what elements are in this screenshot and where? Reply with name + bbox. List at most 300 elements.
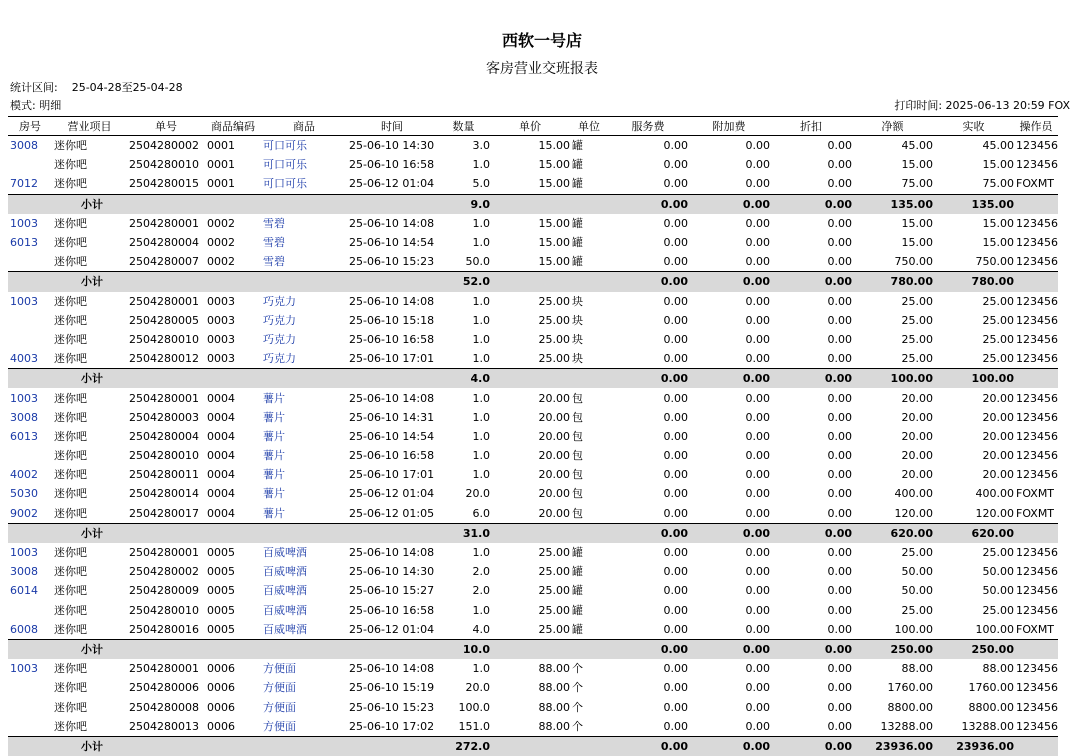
cell-op: 123456 <box>1016 662 1058 676</box>
cell-goods[interactable]: 薯片 <box>263 429 285 443</box>
table-row[interactable] <box>8 136 1058 156</box>
cell-net: 25.00 <box>901 546 933 560</box>
subtotal-paid: 100.00 <box>933 369 1014 389</box>
cell-time: 25-06-10 17:02 <box>349 719 435 733</box>
cell-paid: 45.00 <box>982 139 1014 153</box>
table-row[interactable] <box>8 717 1058 737</box>
cell-price: 88.00 <box>538 662 570 676</box>
subtotal-row[interactable] <box>8 523 1058 543</box>
cell-no: 2504280004 <box>129 236 199 250</box>
subtotal-empty <box>490 639 570 659</box>
cell-price: 20.00 <box>538 391 570 405</box>
cell-code: 0004 <box>207 468 235 482</box>
table-row[interactable] <box>8 659 1058 678</box>
cell-goods[interactable]: 方便面 <box>263 662 296 676</box>
cell-goods[interactable]: 方便面 <box>263 700 296 714</box>
cell-goods[interactable]: 巧克力 <box>263 352 296 366</box>
cell-room[interactable]: 3008 <box>10 565 38 579</box>
cell-unit: 罐 <box>572 158 583 172</box>
cell-extra: 0.00 <box>745 622 770 636</box>
cell-net: 750.00 <box>894 255 933 269</box>
subtotal-empty <box>490 369 570 389</box>
cell-op: 123456 <box>1016 719 1058 733</box>
cell-room[interactable]: 1003 <box>10 216 38 230</box>
cell-disc: 0.00 <box>827 158 852 172</box>
cell-room[interactable] <box>8 252 52 272</box>
cell-qty: 1.0 <box>472 449 490 463</box>
cell-svc: 0.00 <box>663 622 688 636</box>
table-row[interactable] <box>8 562 1058 581</box>
cell-goods[interactable]: 方便面 <box>263 719 296 733</box>
subtotal-svc: 0.00 <box>608 194 688 214</box>
cell-op: 123456 <box>1016 158 1058 172</box>
cell-paid: 15.00 <box>982 158 1014 172</box>
cell-goods[interactable]: 雪碧 <box>263 216 285 230</box>
subtotal-empty <box>570 639 608 659</box>
cell-item: 迷你吧 <box>54 216 87 230</box>
cell-goods[interactable]: 雪碧 <box>263 236 285 250</box>
cell-time: 25-06-10 16:58 <box>349 158 435 172</box>
cell-net: 25.00 <box>901 294 933 308</box>
cell-extra: 0.00 <box>745 662 770 676</box>
cell-disc: 0.00 <box>827 719 852 733</box>
report-title: 西软一号店 <box>501 31 582 50</box>
col-operator-header[interactable]: 操作员 <box>1014 117 1058 136</box>
period-label: 统计区间: <box>10 81 58 94</box>
cell-unit: 包 <box>572 468 583 482</box>
cell-no: 2504280002 <box>129 139 199 153</box>
cell-goods[interactable]: 百威啤酒 <box>263 622 307 636</box>
cell-goods[interactable]: 百威啤酒 <box>263 603 307 617</box>
subtotal-empty <box>490 736 570 756</box>
cell-room[interactable] <box>8 717 52 737</box>
cell-paid: 13288.00 <box>961 719 1014 733</box>
cell-goods[interactable]: 薯片 <box>263 487 285 501</box>
cell-svc: 0.00 <box>663 410 688 424</box>
cell-no: 2504280006 <box>129 681 199 695</box>
cell-disc: 0.00 <box>827 429 852 443</box>
cell-goods[interactable]: 百威啤酒 <box>263 565 307 579</box>
cell-time: 25-06-10 15:19 <box>349 681 435 695</box>
cell-paid: 25.00 <box>982 313 1014 327</box>
cell-code: 0002 <box>207 216 235 230</box>
subtotal-qty: 4.0 <box>437 369 490 389</box>
col-extra-header[interactable]: 附加费 <box>688 117 770 136</box>
cell-time: 25-06-10 14:08 <box>349 546 435 560</box>
cell-net: 120.00 <box>894 506 933 520</box>
subtotal-svc: 0.00 <box>608 369 688 389</box>
cell-net: 8800.00 <box>887 700 933 714</box>
cell-svc: 0.00 <box>663 158 688 172</box>
cell-qty: 1.0 <box>472 410 490 424</box>
cell-room[interactable]: 6014 <box>10 584 38 598</box>
cell-code: 0004 <box>207 391 235 405</box>
cell-price: 25.00 <box>538 565 570 579</box>
cell-disc: 0.00 <box>827 468 852 482</box>
cell-op: 123456 <box>1016 468 1058 482</box>
cell-room[interactable]: 1003 <box>10 294 38 308</box>
cell-extra: 0.00 <box>745 584 770 598</box>
cell-paid: 25.00 <box>982 352 1014 366</box>
cell-qty: 1.0 <box>472 332 490 346</box>
cell-code: 0006 <box>207 681 235 695</box>
cell-net: 50.00 <box>901 584 933 598</box>
cell-unit: 块 <box>572 313 583 327</box>
cell-room[interactable]: 3008 <box>10 410 38 424</box>
table-row[interactable] <box>8 678 1058 697</box>
cell-goods[interactable]: 可口可乐 <box>263 158 307 172</box>
cell-qty: 2.0 <box>472 565 490 579</box>
cell-paid: 20.00 <box>982 468 1014 482</box>
subtotal-net: 135.00 <box>852 194 933 214</box>
cell-item: 迷你吧 <box>54 391 87 405</box>
cell-price: 20.00 <box>538 449 570 463</box>
subtotal-paid: 23936.00 <box>933 736 1014 756</box>
cell-code: 0001 <box>207 177 235 191</box>
cell-qty: 20.0 <box>465 681 490 695</box>
subtotal-net: 620.00 <box>852 523 933 543</box>
cell-time: 25-06-10 14:30 <box>349 139 435 153</box>
subtotal-empty <box>570 194 608 214</box>
cell-disc: 0.00 <box>827 255 852 269</box>
table-row[interactable] <box>8 330 1058 349</box>
table-row[interactable] <box>8 601 1058 620</box>
cell-price: 15.00 <box>538 236 570 250</box>
cell-code: 0004 <box>207 449 235 463</box>
table-row[interactable] <box>8 504 1058 524</box>
cell-goods[interactable]: 可口可乐 <box>263 177 307 191</box>
cell-extra: 0.00 <box>745 681 770 695</box>
cell-svc: 0.00 <box>663 506 688 520</box>
cell-net: 20.00 <box>901 391 933 405</box>
cell-room[interactable] <box>8 697 52 716</box>
subtotal-label: 小计 <box>8 736 437 756</box>
col-order-no-header[interactable]: 单号 <box>127 117 205 136</box>
cell-room[interactable]: 7012 <box>10 177 38 191</box>
cell-time: 25-06-10 17:01 <box>349 468 435 482</box>
cell-room[interactable]: 6008 <box>10 622 38 636</box>
cell-item: 迷你吧 <box>54 506 87 520</box>
cell-no: 2504280013 <box>129 719 199 733</box>
subtotal-empty <box>1014 369 1058 389</box>
subtotal-label: 小计 <box>8 272 437 292</box>
cell-item: 迷你吧 <box>54 139 87 153</box>
cell-no: 2504280005 <box>129 313 199 327</box>
subtotal-empty <box>570 736 608 756</box>
table-row[interactable] <box>8 252 1058 272</box>
table-row[interactable] <box>8 484 1058 503</box>
cell-disc: 0.00 <box>827 622 852 636</box>
subtotal-disc: 0.00 <box>770 639 852 659</box>
cell-goods[interactable]: 方便面 <box>263 681 296 695</box>
table-row[interactable] <box>8 349 1058 369</box>
cell-svc: 0.00 <box>663 487 688 501</box>
col-room-header[interactable]: 房号 <box>8 117 52 136</box>
cell-room[interactable]: 1003 <box>10 391 38 405</box>
cell-qty: 1.0 <box>472 158 490 172</box>
cell-svc: 0.00 <box>663 565 688 579</box>
cell-op: 123456 <box>1016 332 1058 346</box>
cell-goods[interactable]: 雪碧 <box>263 255 285 269</box>
cell-room[interactable] <box>8 601 52 620</box>
cell-qty: 3.0 <box>472 139 490 153</box>
subtotal-disc: 0.00 <box>770 369 852 389</box>
cell-qty: 1.0 <box>472 294 490 308</box>
cell-net: 75.00 <box>901 177 933 191</box>
cell-price: 88.00 <box>538 719 570 733</box>
cell-op: 123456 <box>1016 391 1058 405</box>
cell-paid: 120.00 <box>975 506 1014 520</box>
col-goods-header[interactable]: 商品 <box>261 117 347 136</box>
cell-disc: 0.00 <box>827 139 852 153</box>
cell-net: 20.00 <box>901 429 933 443</box>
col-price-header[interactable]: 单价 <box>490 117 570 136</box>
cell-svc: 0.00 <box>663 139 688 153</box>
print-time: 打印时间: 2025-06-13 20:59 FOX <box>894 99 1070 112</box>
cell-op: 123456 <box>1016 584 1058 598</box>
table-row[interactable] <box>8 697 1058 716</box>
subtotal-row[interactable] <box>8 369 1058 389</box>
cell-unit: 罐 <box>572 584 583 598</box>
cell-disc: 0.00 <box>827 332 852 346</box>
cell-price: 20.00 <box>538 410 570 424</box>
cell-unit: 个 <box>572 700 583 714</box>
cell-price: 25.00 <box>538 622 570 636</box>
cell-disc: 0.00 <box>827 506 852 520</box>
cell-paid: 88.00 <box>982 662 1014 676</box>
subtotal-row[interactable] <box>8 272 1058 292</box>
cell-unit: 个 <box>572 681 583 695</box>
cell-goods[interactable]: 百威啤酒 <box>263 584 307 598</box>
cell-op: 123456 <box>1016 681 1058 695</box>
cell-goods[interactable]: 巧克力 <box>263 332 296 346</box>
table-row[interactable] <box>8 292 1058 311</box>
table-row[interactable] <box>8 581 1058 600</box>
table-row[interactable] <box>8 388 1058 407</box>
cell-code: 0006 <box>207 700 235 714</box>
table-row[interactable] <box>8 465 1058 484</box>
cell-no: 2504280015 <box>129 177 199 191</box>
table-row[interactable] <box>8 311 1058 330</box>
cell-time: 25-06-10 15:23 <box>349 700 435 714</box>
cell-net: 15.00 <box>901 216 933 230</box>
cell-qty: 1.0 <box>472 546 490 560</box>
cell-time: 25-06-12 01:04 <box>349 622 435 636</box>
cell-item: 迷你吧 <box>54 662 87 676</box>
subtotal-extra: 0.00 <box>688 194 770 214</box>
col-code-header[interactable]: 商品编码 <box>205 117 261 136</box>
cell-paid: 20.00 <box>982 449 1014 463</box>
table-row[interactable] <box>8 408 1058 427</box>
cell-room[interactable]: 9002 <box>10 506 38 520</box>
subtotal-empty <box>1014 523 1058 543</box>
table-row[interactable] <box>8 214 1058 233</box>
subtotal-paid: 135.00 <box>933 194 1014 214</box>
subtotal-row[interactable] <box>8 736 1058 756</box>
table-row[interactable] <box>8 543 1058 562</box>
cell-extra: 0.00 <box>745 565 770 579</box>
cell-extra: 0.00 <box>745 468 770 482</box>
cell-room[interactable]: 3008 <box>10 139 38 153</box>
cell-no: 2504280009 <box>129 584 199 598</box>
cell-room[interactable]: 4002 <box>10 468 38 482</box>
cell-disc: 0.00 <box>827 681 852 695</box>
cell-goods[interactable]: 可口可乐 <box>263 139 307 153</box>
cell-goods[interactable]: 薯片 <box>263 468 285 482</box>
cell-qty: 1.0 <box>472 603 490 617</box>
subtotal-qty: 272.0 <box>437 736 490 756</box>
col-unit-header[interactable]: 单位 <box>570 117 608 136</box>
cell-room[interactable] <box>8 330 52 349</box>
cell-code: 0005 <box>207 546 235 560</box>
cell-disc: 0.00 <box>827 294 852 308</box>
cell-paid: 1760.00 <box>968 681 1014 695</box>
cell-goods[interactable]: 薯片 <box>263 449 285 463</box>
cell-room[interactable]: 1003 <box>10 662 38 676</box>
cell-no: 2504280008 <box>129 700 199 714</box>
col-time-header[interactable]: 时间 <box>347 117 437 136</box>
report-table <box>8 116 1058 756</box>
cell-item: 迷你吧 <box>54 584 87 598</box>
subtotal-extra: 0.00 <box>688 523 770 543</box>
cell-time: 25-06-12 01:05 <box>349 506 435 520</box>
cell-paid: 8800.00 <box>968 700 1014 714</box>
cell-time: 25-06-10 16:58 <box>349 603 435 617</box>
subtotal-qty: 9.0 <box>437 194 490 214</box>
col-discount-header[interactable]: 折扣 <box>770 117 852 136</box>
cell-qty: 50.0 <box>465 255 490 269</box>
cell-room[interactable]: 6013 <box>10 236 38 250</box>
cell-goods[interactable]: 薯片 <box>263 410 285 424</box>
cell-item: 迷你吧 <box>54 468 87 482</box>
cell-net: 13288.00 <box>880 719 933 733</box>
cell-item: 迷你吧 <box>54 332 87 346</box>
cell-svc: 0.00 <box>663 216 688 230</box>
cell-unit: 罐 <box>572 255 583 269</box>
cell-room[interactable] <box>8 446 52 465</box>
subtotal-net: 250.00 <box>852 639 933 659</box>
cell-extra: 0.00 <box>745 332 770 346</box>
cell-svc: 0.00 <box>663 177 688 191</box>
cell-no: 2504280001 <box>129 216 199 230</box>
cell-room[interactable]: 1003 <box>10 546 38 560</box>
cell-net: 15.00 <box>901 236 933 250</box>
cell-room[interactable] <box>8 678 52 697</box>
subtotal-row[interactable] <box>8 639 1058 659</box>
subtotal-row[interactable] <box>8 194 1058 214</box>
cell-svc: 0.00 <box>663 584 688 598</box>
cell-disc: 0.00 <box>827 603 852 617</box>
cell-qty: 151.0 <box>458 719 490 733</box>
cell-op: 123456 <box>1016 255 1058 269</box>
cell-op: 123456 <box>1016 449 1058 463</box>
cell-room[interactable] <box>8 155 52 174</box>
cell-paid: 15.00 <box>982 216 1014 230</box>
cell-no: 2504280016 <box>129 622 199 636</box>
subtotal-empty <box>490 194 570 214</box>
cell-price: 25.00 <box>538 584 570 598</box>
cell-unit: 罐 <box>572 236 583 250</box>
cell-room[interactable]: 6013 <box>10 429 38 443</box>
cell-paid: 750.00 <box>975 255 1014 269</box>
cell-extra: 0.00 <box>745 313 770 327</box>
cell-qty: 4.0 <box>472 622 490 636</box>
cell-goods[interactable]: 薯片 <box>263 391 285 405</box>
subtotal-empty <box>490 272 570 292</box>
cell-item: 迷你吧 <box>54 565 87 579</box>
cell-no: 2504280010 <box>129 603 199 617</box>
cell-goods[interactable]: 百威啤酒 <box>263 546 307 560</box>
cell-unit: 包 <box>572 391 583 405</box>
subtotal-paid: 250.00 <box>933 639 1014 659</box>
cell-svc: 0.00 <box>663 700 688 714</box>
cell-item: 迷你吧 <box>54 603 87 617</box>
table-row[interactable] <box>8 233 1058 252</box>
table-row[interactable] <box>8 620 1058 640</box>
cell-goods[interactable]: 薯片 <box>263 506 285 520</box>
cell-code: 0002 <box>207 236 235 250</box>
cell-no: 2504280010 <box>129 449 199 463</box>
cell-svc: 0.00 <box>663 313 688 327</box>
col-item-header[interactable]: 营业项目 <box>52 117 127 136</box>
table-row[interactable] <box>8 174 1058 194</box>
subtotal-empty <box>1014 736 1058 756</box>
cell-price: 88.00 <box>538 681 570 695</box>
cell-paid: 400.00 <box>975 487 1014 501</box>
cell-op: 123456 <box>1016 352 1058 366</box>
cell-qty: 1.0 <box>472 216 490 230</box>
cell-goods[interactable]: 巧克力 <box>263 294 296 308</box>
cell-time: 25-06-10 14:08 <box>349 216 435 230</box>
cell-no: 2504280012 <box>129 352 199 366</box>
subtotal-disc: 0.00 <box>770 272 852 292</box>
table-row[interactable] <box>8 446 1058 465</box>
cell-unit: 罐 <box>572 546 583 560</box>
cell-no: 2504280007 <box>129 255 199 269</box>
cell-code: 0005 <box>207 584 235 598</box>
subtotal-empty <box>1014 272 1058 292</box>
cell-extra: 0.00 <box>745 603 770 617</box>
subtotal-empty <box>570 272 608 292</box>
cell-room[interactable]: 4003 <box>10 352 38 366</box>
cell-time: 25-06-10 14:31 <box>349 410 435 424</box>
table-row[interactable] <box>8 427 1058 446</box>
cell-svc: 0.00 <box>663 294 688 308</box>
cell-price: 25.00 <box>538 603 570 617</box>
cell-goods[interactable]: 巧克力 <box>263 313 296 327</box>
col-paid-header[interactable]: 实收 <box>933 117 1014 136</box>
cell-code: 0005 <box>207 622 235 636</box>
col-net-header[interactable]: 净额 <box>852 117 933 136</box>
cell-paid: 25.00 <box>982 546 1014 560</box>
cell-unit: 个 <box>572 662 583 676</box>
cell-qty: 1.0 <box>472 429 490 443</box>
cell-room[interactable]: 5030 <box>10 487 38 501</box>
table-row[interactable] <box>8 155 1058 174</box>
cell-room[interactable] <box>8 311 52 330</box>
cell-no: 2504280017 <box>129 506 199 520</box>
cell-net: 25.00 <box>901 603 933 617</box>
subtotal-empty <box>1014 639 1058 659</box>
col-service-header[interactable]: 服务费 <box>608 117 688 136</box>
cell-extra: 0.00 <box>745 506 770 520</box>
cell-disc: 0.00 <box>827 700 852 714</box>
subtotal-net: 100.00 <box>852 369 933 389</box>
cell-item: 迷你吧 <box>54 410 87 424</box>
cell-net: 1760.00 <box>887 681 933 695</box>
col-qty-header[interactable]: 数量 <box>437 117 490 136</box>
cell-price: 20.00 <box>538 468 570 482</box>
